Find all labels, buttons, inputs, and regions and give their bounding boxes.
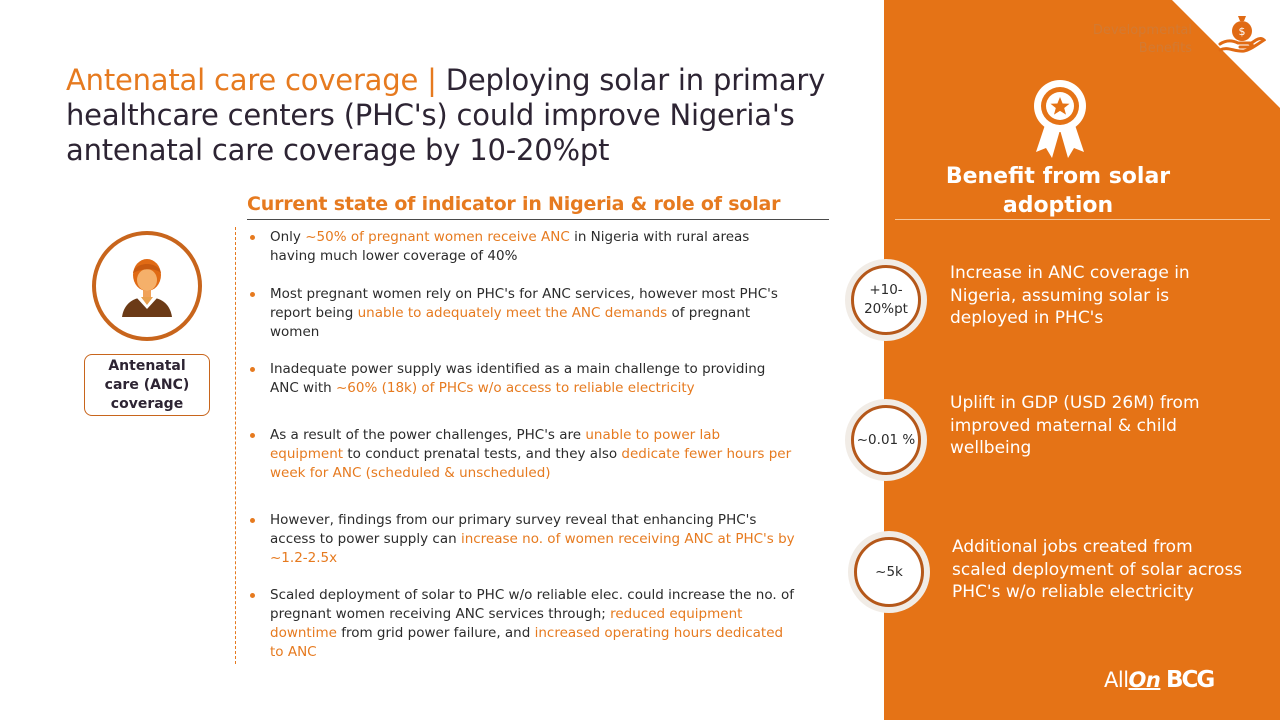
section-heading: Current state of indicator in Nigeria & role of solar (247, 193, 829, 220)
bullet-list (235, 227, 815, 664)
page-title (66, 63, 856, 168)
list-item: Inadequate power supply was identified as a main challenge to providing ANC with ~60% (18k) of PHCs w/o access to reliable electricity (250, 360, 795, 398)
woman-avatar (92, 231, 202, 341)
stat-value: +10-20%pt (851, 265, 921, 335)
woman-avatar-icon (114, 253, 180, 319)
stat-badge (848, 531, 930, 613)
highlight-text: unable to power lab equipment (270, 427, 721, 462)
stat-description: Increase in ANC coverage in Nigeria, assuming solar is deployed in PHC's (950, 263, 1190, 328)
stat-badge (845, 399, 927, 481)
money-bag-hand-icon (1218, 10, 1266, 54)
divider (895, 219, 1270, 220)
highlight-text: dedicate fewer hours per week for ANC (scheduled & unscheduled) (270, 446, 792, 481)
highlight-text: ~60% (18k) of PHCs w/o access to reliable electricity (335, 380, 695, 396)
list-item: Only ~50% of pregnant women receive ANC in Nigeria with rural areas having much lower coverage of 40% (250, 228, 795, 266)
stat-value: ~0.01 % (851, 405, 921, 475)
highlight-text: unable to adequately meet the ANC demands (357, 305, 668, 321)
highlight-text: reduced equipment downtime (270, 606, 743, 641)
category-label: Developmental Benefits (1092, 23, 1192, 56)
list-item: As a result of the power challenges, PHC's are unable to power lab equipment to conduct prenatal tests, and they also dedicate fewer hours per week for ANC (scheduled & unscheduled) (250, 426, 795, 483)
svg-text:$: $ (1238, 25, 1246, 38)
bcg-logo: BCG (1166, 667, 1214, 693)
indicator-label: Antenatal care (ANC) coverage (84, 354, 210, 416)
highlight-text: increase no. of women receiving ANC at PHC's by ~1.2-2.5x (270, 531, 795, 566)
allon-logo: AllOn (1104, 668, 1161, 692)
highlight-text: increased operating hours dedicated to ANC (270, 625, 784, 660)
stat-badge (845, 259, 927, 341)
stat-description: Uplift in GDP (USD 26M) from improved maternal & child wellbeing (950, 393, 1200, 458)
list-item: However, findings from our primary survey reveal that enhancing PHC's access to power supply can increase no. of women receiving ANC at PHC's by ~1.2-2.5x (250, 511, 795, 568)
benefit-title: Benefit from solar adoption (945, 164, 1171, 218)
title-rest: Deploying solar in primary healthcare centers (PHC's) could improve Nigeria's antenatal care coverage by 10-20%pt (66, 63, 826, 167)
list-item: Scaled deployment of solar to PHC w/o reliable elec. could increase the no. of pregnant women receiving ANC services through; reduced equipment downtime from grid power failure, and increased operating hours dedicated to ANC (250, 586, 795, 662)
title-accent: Antenatal care coverage | (66, 63, 437, 97)
stat-value: ~5k (854, 537, 924, 607)
award-medal-icon (1028, 78, 1092, 166)
list-item: Most pregnant women rely on PHC's for ANC services, however most PHC's report being unable to adequately meet the ANC demands of pregnant women (250, 285, 795, 342)
highlight-text: ~50% of pregnant women receive ANC (305, 229, 570, 245)
stat-description: Additional jobs created from scaled deployment of solar across PHC's w/o reliable electricity (952, 537, 1243, 602)
